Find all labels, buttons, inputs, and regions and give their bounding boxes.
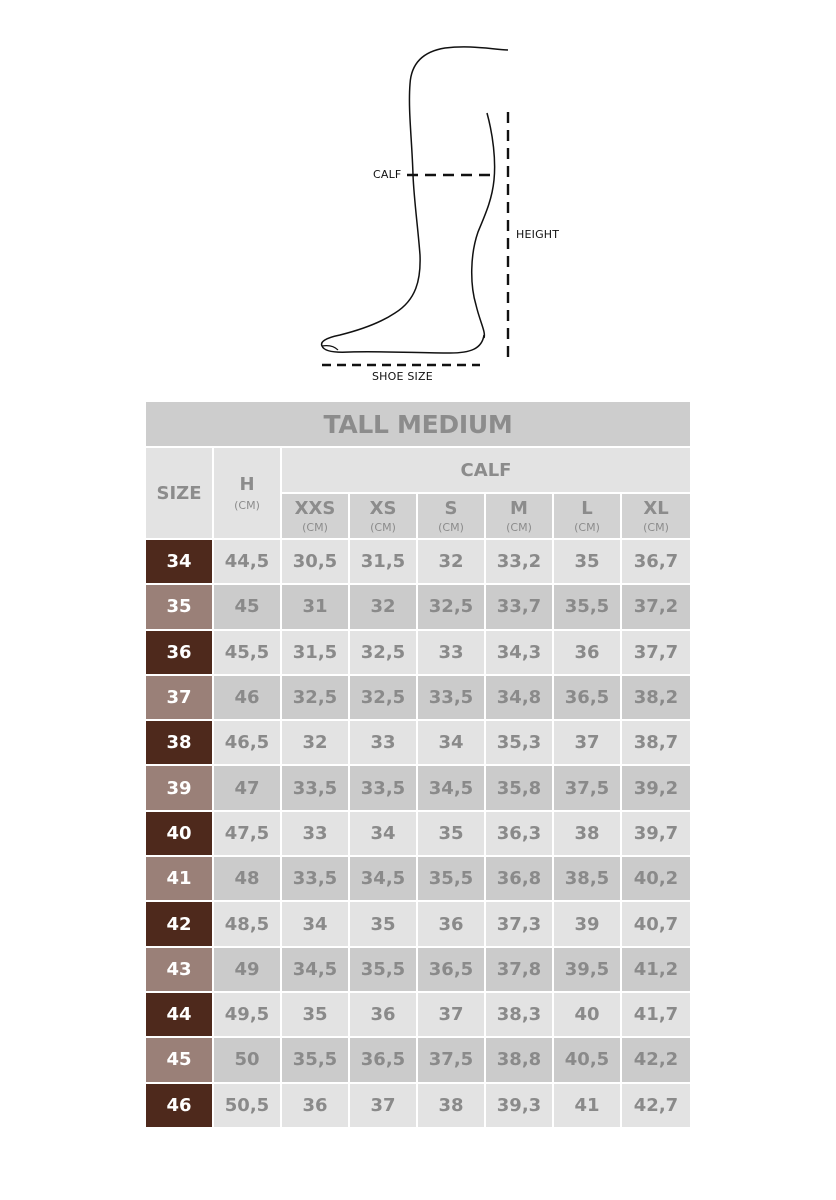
height-cell: 45,5 — [214, 631, 280, 674]
calf-value-cell: 34,5 — [350, 857, 416, 900]
calf-value-cell: 38,2 — [622, 676, 690, 719]
calf-value-cell: 34 — [418, 721, 484, 764]
calf-value-cell: 33,2 — [486, 540, 552, 583]
height-cell: 49 — [214, 948, 280, 991]
calf-value-cell: 37,5 — [554, 766, 620, 809]
calf-value-cell: 40,2 — [622, 857, 690, 900]
calf-value-cell: 38,8 — [486, 1038, 552, 1081]
calf-size-header-2 — [418, 494, 484, 538]
height-cell: 50 — [214, 1038, 280, 1081]
calf-value-cell: 41 — [554, 1084, 620, 1127]
calf-value-cell: 32,5 — [282, 676, 348, 719]
calf-value-cell: 32 — [350, 585, 416, 628]
calf-value-cell: 32,5 — [418, 585, 484, 628]
calf-value-cell: 39 — [554, 902, 620, 945]
calf-value-cell: 34,5 — [282, 948, 348, 991]
table-row — [146, 721, 690, 764]
calf-size-unit: (CM) — [370, 521, 396, 534]
calf-header-label: CALF — [460, 459, 512, 481]
shoe-size-cell: 45 — [146, 1038, 212, 1081]
calf-value-cell: 38 — [418, 1084, 484, 1127]
calf-value-cell: 39,7 — [622, 812, 690, 855]
shoe-size-cell: 38 — [146, 721, 212, 764]
calf-value-cell: 37,2 — [622, 585, 690, 628]
calf-size-header-3 — [486, 494, 552, 538]
calf-value-cell: 35 — [554, 540, 620, 583]
shoe-size-cell: 36 — [146, 631, 212, 674]
table-row — [146, 857, 690, 900]
height-cell: 46,5 — [214, 721, 280, 764]
calf-value-cell: 38,3 — [486, 993, 552, 1036]
calf-value-cell: 35,5 — [554, 585, 620, 628]
calf-size-header-4 — [554, 494, 620, 538]
shoe-size-cell: 39 — [146, 766, 212, 809]
calf-value-cell: 39,5 — [554, 948, 620, 991]
h-header-label: H — [239, 474, 255, 495]
calf-value-cell: 36,7 — [622, 540, 690, 583]
calf-value-cell: 31,5 — [350, 540, 416, 583]
calf-size-header-1 — [350, 494, 416, 538]
calf-size-label: XL — [643, 498, 669, 519]
shoe-size-cell: 42 — [146, 902, 212, 945]
height-cell: 48,5 — [214, 902, 280, 945]
size-chart-table — [146, 402, 690, 1129]
calf-value-cell: 36,5 — [418, 948, 484, 991]
calf-group-header — [282, 448, 690, 492]
calf-value-cell: 31 — [282, 585, 348, 628]
calf-value-cell: 40,5 — [554, 1038, 620, 1081]
table-body — [146, 540, 690, 1127]
calf-value-cell: 36,5 — [554, 676, 620, 719]
calf-size-unit: (CM) — [506, 521, 532, 534]
calf-size-unit: (CM) — [438, 521, 464, 534]
table-row — [146, 948, 690, 991]
calf-value-cell: 37 — [350, 1084, 416, 1127]
height-cell: 49,5 — [214, 993, 280, 1036]
calf-label: CALF — [373, 168, 402, 181]
calf-value-cell: 34,5 — [418, 766, 484, 809]
calf-size-header-5 — [622, 494, 690, 538]
calf-value-cell: 32 — [418, 540, 484, 583]
calf-value-cell: 32 — [282, 721, 348, 764]
calf-value-cell: 36,8 — [486, 857, 552, 900]
shoe-size-cell: 43 — [146, 948, 212, 991]
calf-value-cell: 33,5 — [282, 857, 348, 900]
size-column-header — [146, 448, 212, 538]
height-cell: 48 — [214, 857, 280, 900]
shoe-size-label: SHOE SIZE — [372, 370, 433, 383]
calf-value-cell: 41,7 — [622, 993, 690, 1036]
shoe-size-cell: 37 — [146, 676, 212, 719]
calf-value-cell: 33 — [418, 631, 484, 674]
height-cell: 46 — [214, 676, 280, 719]
calf-value-cell: 42,2 — [622, 1038, 690, 1081]
calf-value-cell: 38,7 — [622, 721, 690, 764]
calf-value-cell: 35,5 — [350, 948, 416, 991]
table-row — [146, 902, 690, 945]
height-cell: 47,5 — [214, 812, 280, 855]
calf-size-unit: (CM) — [574, 521, 600, 534]
calf-value-cell: 39,2 — [622, 766, 690, 809]
shoe-size-cell: 34 — [146, 540, 212, 583]
calf-value-cell: 35,3 — [486, 721, 552, 764]
table-row — [146, 1084, 690, 1127]
calf-value-cell: 35 — [350, 902, 416, 945]
height-cell: 44,5 — [214, 540, 280, 583]
calf-value-cell: 36,5 — [350, 1038, 416, 1081]
calf-value-cell: 40 — [554, 993, 620, 1036]
height-cell: 50,5 — [214, 1084, 280, 1127]
table-header — [146, 448, 690, 538]
calf-value-cell: 34 — [282, 902, 348, 945]
calf-value-cell: 35,5 — [418, 857, 484, 900]
height-label: HEIGHT — [516, 228, 560, 241]
table-row — [146, 540, 690, 583]
calf-size-unit: (CM) — [643, 521, 669, 534]
h-header-unit: (CM) — [234, 499, 260, 512]
shoe-size-cell: 46 — [146, 1084, 212, 1127]
calf-value-cell: 32,5 — [350, 631, 416, 674]
calf-size-label: S — [444, 498, 458, 519]
shoe-size-cell: 35 — [146, 585, 212, 628]
calf-value-cell: 33,7 — [486, 585, 552, 628]
calf-value-cell: 32,5 — [350, 676, 416, 719]
calf-value-cell: 35 — [282, 993, 348, 1036]
calf-value-cell: 33,5 — [418, 676, 484, 719]
calf-value-cell: 37,8 — [486, 948, 552, 991]
table-row — [146, 1038, 690, 1081]
calf-value-cell: 36 — [418, 902, 484, 945]
height-column-header — [214, 448, 280, 538]
table-row — [146, 766, 690, 809]
table-row — [146, 585, 690, 628]
shoe-size-cell: 40 — [146, 812, 212, 855]
calf-size-unit: (CM) — [302, 521, 328, 534]
table-row — [146, 631, 690, 674]
calf-value-cell: 31,5 — [282, 631, 348, 674]
calf-value-cell: 42,7 — [622, 1084, 690, 1127]
calf-size-label: XXS — [294, 498, 336, 519]
calf-value-cell: 30,5 — [282, 540, 348, 583]
calf-value-cell: 36,3 — [486, 812, 552, 855]
calf-value-cell: 37,7 — [622, 631, 690, 674]
shoe-size-cell: 44 — [146, 993, 212, 1036]
calf-value-cell: 35,8 — [486, 766, 552, 809]
calf-value-cell: 38,5 — [554, 857, 620, 900]
calf-value-cell: 33,5 — [282, 766, 348, 809]
table-row — [146, 676, 690, 719]
calf-value-cell: 36 — [282, 1084, 348, 1127]
calf-size-label: L — [581, 498, 593, 519]
calf-value-cell: 36 — [554, 631, 620, 674]
calf-value-cell: 36 — [350, 993, 416, 1036]
calf-value-cell: 41,2 — [622, 948, 690, 991]
calf-size-header-0 — [282, 494, 348, 538]
calf-value-cell: 37,3 — [486, 902, 552, 945]
height-cell: 45 — [214, 585, 280, 628]
calf-value-cell: 34,3 — [486, 631, 552, 674]
size-header-label: SIZE — [156, 482, 202, 504]
calf-value-cell: 35 — [418, 812, 484, 855]
table-title: TALL MEDIUM — [146, 402, 690, 446]
calf-value-cell: 37,5 — [418, 1038, 484, 1081]
height-cell: 47 — [214, 766, 280, 809]
calf-value-cell: 34 — [350, 812, 416, 855]
table-row — [146, 993, 690, 1036]
calf-value-cell: 33 — [350, 721, 416, 764]
calf-value-cell: 33 — [282, 812, 348, 855]
leg-outline-icon — [0, 0, 836, 400]
table-row — [146, 812, 690, 855]
calf-value-cell: 37 — [418, 993, 484, 1036]
calf-value-cell: 40,7 — [622, 902, 690, 945]
calf-value-cell: 33,5 — [350, 766, 416, 809]
calf-value-cell: 39,3 — [486, 1084, 552, 1127]
calf-value-cell: 38 — [554, 812, 620, 855]
calf-size-label: M — [510, 498, 528, 519]
shoe-size-cell: 41 — [146, 857, 212, 900]
leg-measurement-illustration — [0, 0, 836, 400]
calf-value-cell: 35,5 — [282, 1038, 348, 1081]
calf-value-cell: 34,8 — [486, 676, 552, 719]
calf-size-label: XS — [369, 498, 397, 519]
calf-value-cell: 37 — [554, 721, 620, 764]
